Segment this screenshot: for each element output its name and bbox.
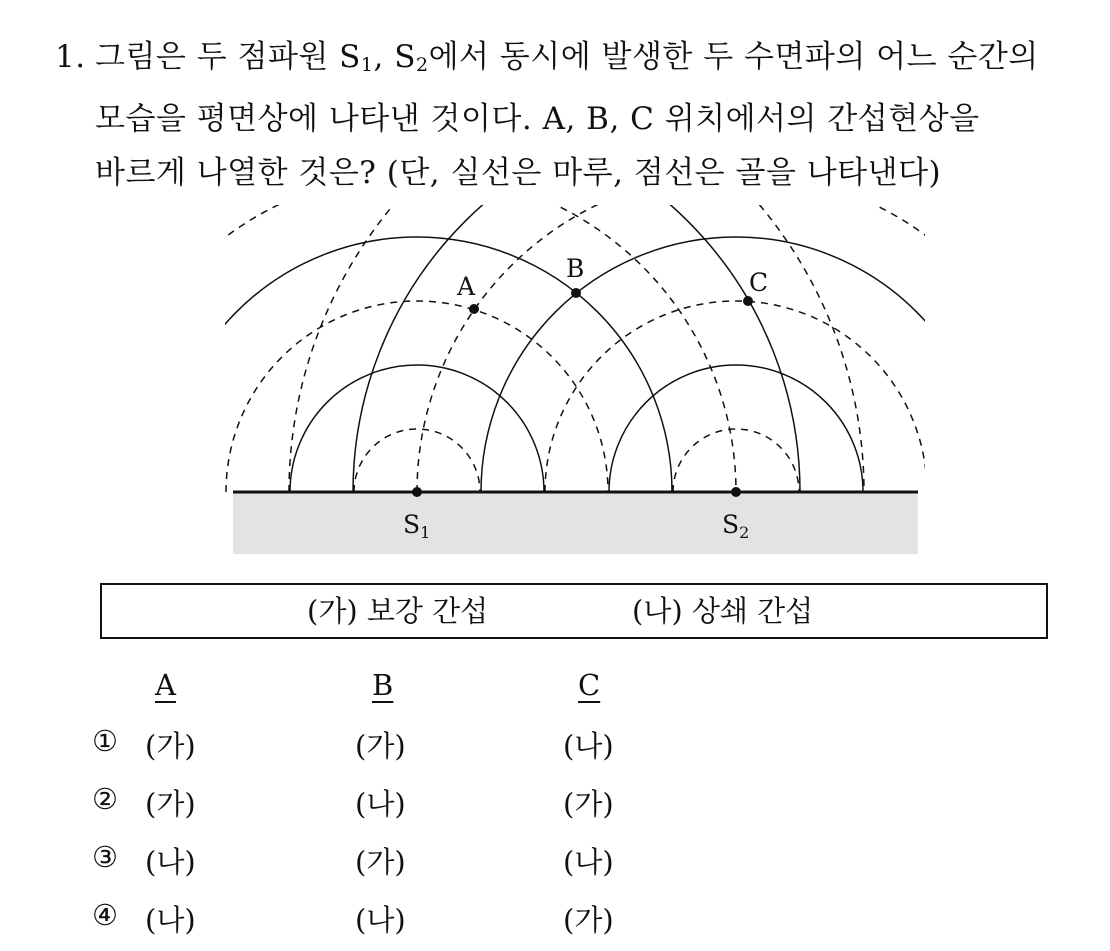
source-1-label: $S_1$ xyxy=(403,510,431,542)
ground-region xyxy=(233,492,918,554)
point-c-label: C xyxy=(749,268,769,297)
choice-marker: ④ xyxy=(92,898,118,932)
question-line-1 xyxy=(55,30,1065,92)
choice-value-a: (가) xyxy=(145,787,196,821)
choice-value-a: (나) xyxy=(145,903,196,937)
choice-value-c: (나) xyxy=(563,845,614,879)
choice-value-b: (나) xyxy=(355,787,406,821)
question-text-1a: 그림은 두 점파원 S xyxy=(95,39,361,75)
point-a-label: A xyxy=(457,272,476,301)
choice-value-c: (가) xyxy=(563,903,614,937)
column-header-b: B xyxy=(372,668,394,702)
choice-value-b: (나) xyxy=(355,903,406,937)
point-a xyxy=(469,304,479,314)
trough-wavefront-s1-7 xyxy=(225,205,864,492)
trough-wavefront-s1-1 xyxy=(354,429,480,492)
legend-box xyxy=(100,583,1048,639)
crest-wavefront-s2-2 xyxy=(609,365,863,492)
trough-wavefront-s2-3 xyxy=(545,301,925,492)
question-line-2: 모습을 평면상에 나타낸 것이다. A, B, C 위치에서의 간섭현상을 xyxy=(95,101,980,137)
point-b-label: B xyxy=(566,254,585,283)
legend-constructive: (가) 보강 간섭 xyxy=(307,594,489,628)
subscript-2: 2 xyxy=(415,54,429,76)
choice-marker: ① xyxy=(92,724,118,758)
question-text-1b: , S xyxy=(373,39,416,75)
point-c xyxy=(743,296,753,306)
source-point-s1 xyxy=(412,487,422,497)
choice-value-b: (가) xyxy=(355,845,406,879)
trough-wavefront-s2-7 xyxy=(289,205,925,492)
column-header-c: C xyxy=(578,668,601,702)
source-point-s2 xyxy=(731,487,741,497)
question-number: 1. xyxy=(55,39,86,75)
crest-wavefront-s2-6 xyxy=(353,205,925,492)
choice-marker: ② xyxy=(92,782,118,816)
choice-value-a: (나) xyxy=(145,845,196,879)
question-line-3: 바르게 나열한 것은? (단, 실선은 마루, 점선은 골을 나타낸다) xyxy=(95,155,942,191)
choice-marker: ③ xyxy=(92,840,118,874)
column-header-a: A xyxy=(155,668,176,702)
question-stem xyxy=(55,30,1065,200)
trough-wavefront-s1-3 xyxy=(226,301,608,492)
choice-value-c: (나) xyxy=(563,729,614,763)
crest-wavefront-s1-6 xyxy=(225,205,800,492)
subscript-1: 1 xyxy=(360,54,374,76)
wave-interference-figure xyxy=(225,205,925,560)
source-2-label: $S_2$ xyxy=(722,510,750,542)
crest-wavefront-s2-4 xyxy=(481,237,925,492)
question-text-1c: 에서 동시에 발생한 두 수면파의 어느 순간의 xyxy=(428,39,1039,75)
choice-value-a: (가) xyxy=(145,729,196,763)
wavefronts xyxy=(225,205,925,492)
legend-destructive: (나) 상쇄 간섭 xyxy=(632,594,814,628)
point-b xyxy=(571,288,581,298)
crest-wavefront-s1-4 xyxy=(225,237,672,492)
choice-value-b: (가) xyxy=(355,729,406,763)
choice-value-c: (가) xyxy=(563,787,614,821)
